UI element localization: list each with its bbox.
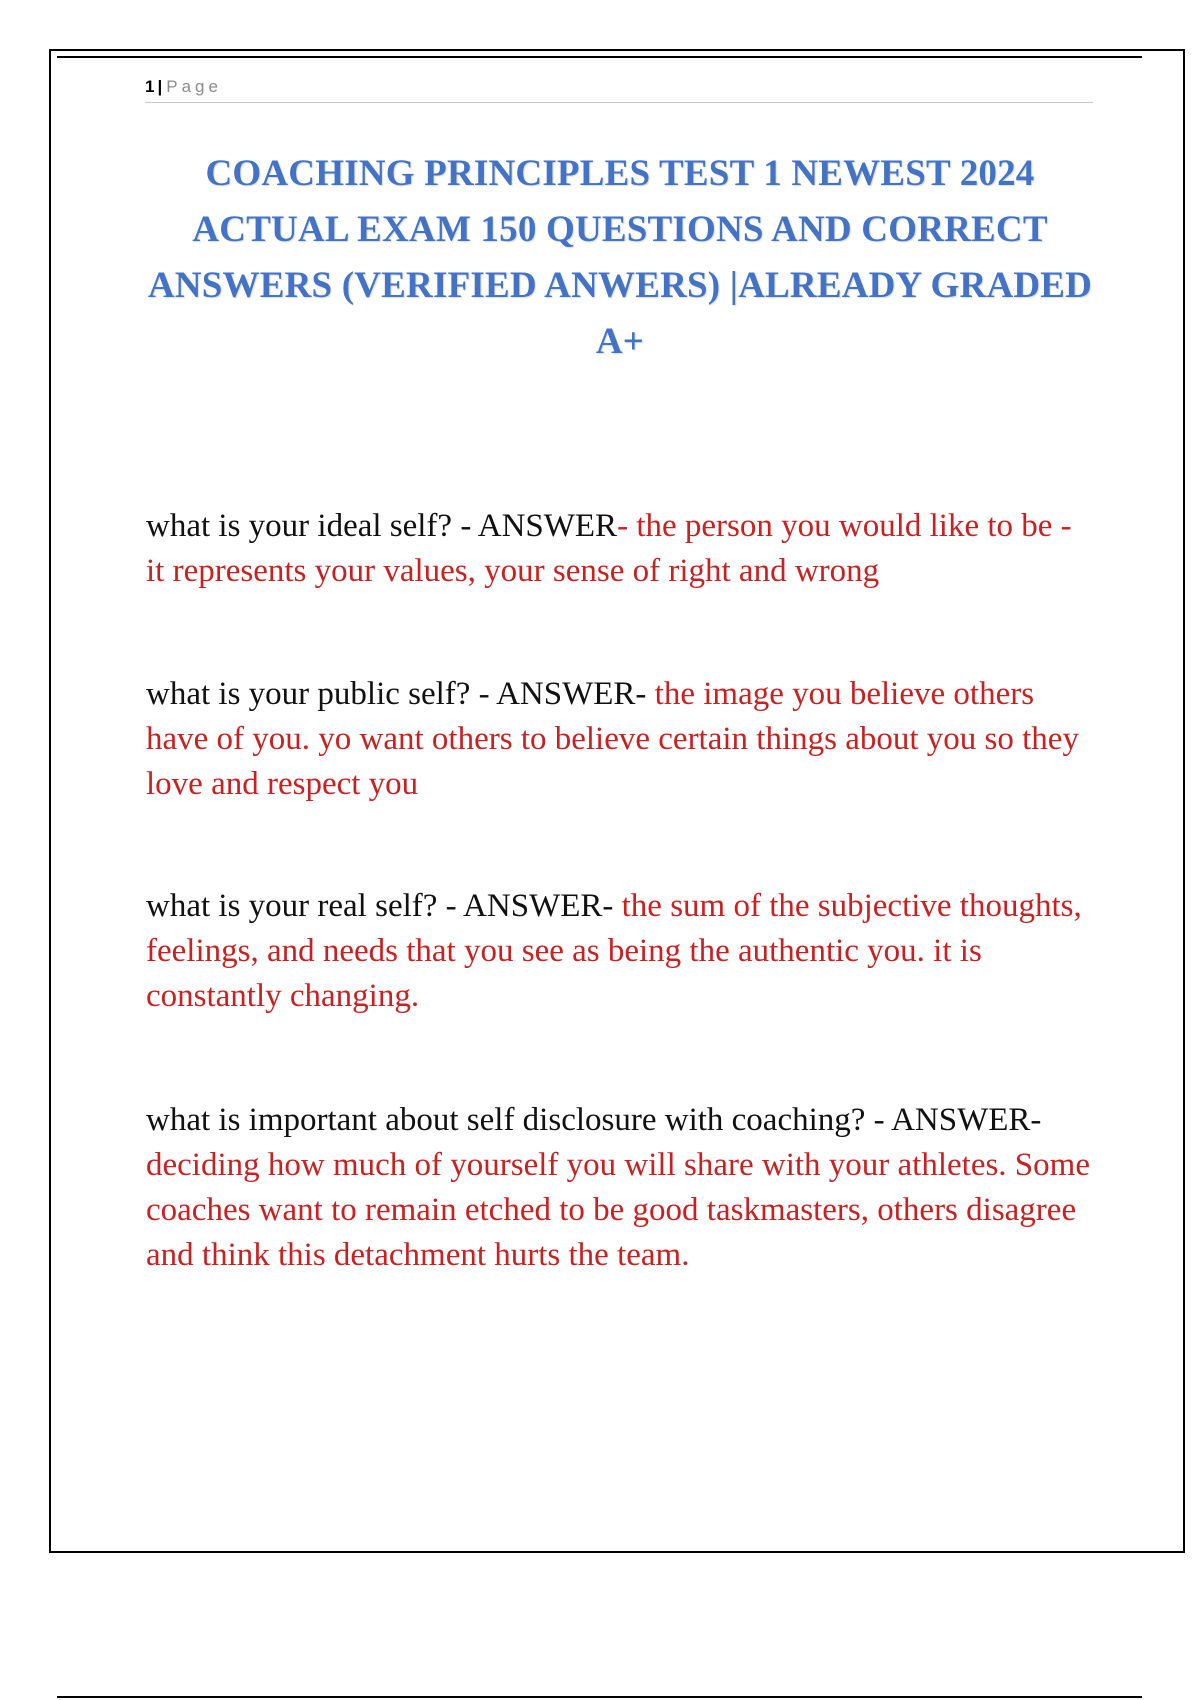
page-header [145,76,1093,103]
qa-item-ideal-self [146,504,1091,594]
answer-text: - the person you would like to be - it represents your values, your sense of right and wrong [146,508,1072,589]
bottom-divider [57,1696,1142,1698]
qa-item-real-self [146,884,1091,1019]
page-number: 1 [145,77,155,96]
answer-text: the sum of the subjective thoughts, feelings, and needs that you see as being the authentic you. it is constantly changing. [146,888,1082,1014]
document-title: COACHING PRINCIPLES TEST 1 NEWEST 2024 ACTUAL EXAM 150 QUESTIONS AND CORRECT ANSWERS (VERIFIED ANWERS) |ALREADY GRADED A+ [147,153,1093,362]
question-text: what is important about self disclosure with coaching? - ANSWER- [146,1102,1042,1138]
page-separator: | [157,77,163,96]
question-text: what is your public self? - ANSWER- [146,676,655,712]
top-divider [57,56,1142,58]
page-label: Page [166,77,222,96]
question-text: what is your ideal self? - ANSWER [146,508,618,544]
answer-text: the image you believe others have of you. yo want others to believe certain things about you so they love and respect you [146,676,1079,802]
qa-item-self-disclosure [146,1098,1091,1278]
answer-text: deciding how much of yourself you will share with your athletes. Some coaches want to remain etched to be good taskmasters, others disagree and think this detachment hurts the team. [146,1147,1090,1273]
qa-item-public-self [146,672,1091,807]
question-text: what is your real self? - ANSWER- [146,888,622,924]
